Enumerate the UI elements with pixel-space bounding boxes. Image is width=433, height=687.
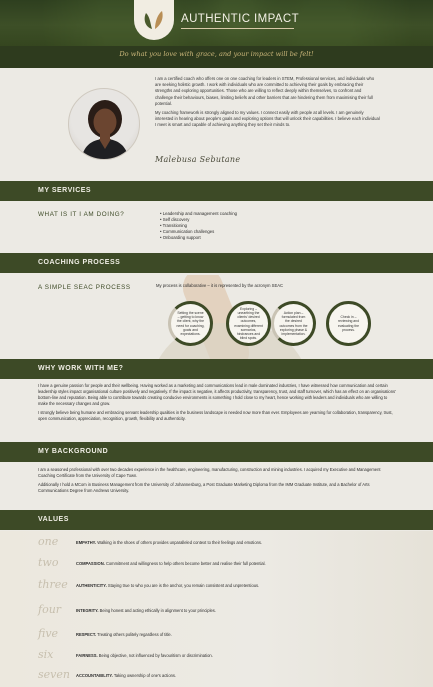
value-name: RESPECT. — [76, 632, 97, 637]
background-paragraph-1: I am a seasoned professional with over two decades experience in the healthcare, engineering, manufacturing, construction and mining industries. I acquired my Executive and Management Coaching Certificate from the University of Cape Town. — [38, 467, 381, 479]
brand-underline — [181, 28, 294, 29]
value-name: INTEGRITY. — [76, 608, 99, 613]
tagline: Do what you love with grace, and your impact will be felt! — [119, 50, 314, 58]
value-number: four — [38, 603, 62, 616]
value-number: one — [38, 535, 59, 548]
value-number: five — [38, 627, 59, 640]
value-description: Commitment and willingness to help others become better and realise their full potential. — [105, 561, 266, 566]
coach-portrait — [68, 88, 140, 160]
list-item: • Onboarding support — [160, 235, 237, 241]
brand-name: AUTHENTIC IMPACT — [181, 13, 299, 25]
values-title: VALUES — [38, 516, 69, 523]
values-list — [0, 531, 433, 687]
list-item: • Communication challenges — [160, 229, 237, 235]
services-list — [160, 211, 237, 241]
seac-step-checkin — [326, 301, 371, 346]
value-name: AUTHENTICITY. — [76, 583, 107, 588]
seac-step-text: Setting the scene – getting to know the client, why the need for coaching, goals and expectations. — [176, 310, 205, 336]
seac-step-action — [271, 301, 316, 346]
why-paragraph-1: I have a genuine passion for people and their wellbeing. Having worked as a marketing and communications lead in male dominated industries, I have witnessed how communication and certain leadership styles impact organisational culture positively and negatively. If the impact is negative, it affects productivity, transparency, trust, and staff turnover, which has an effect on an organisations' bottom-line and reputation. Being able to contribute towards creating conducive environments is something I hold close to my heart, hence working with leaders and individuals who are willing to make the necessary changes and grow. — [38, 383, 396, 407]
why-paragraph-2: I strongly believe being humane and embracing servant leadership qualities in the business landscape is needed now more than ever. Employees are yearning for collaboration, transparency, trust, open communication, appreciation, recognition, growth, flexibility and authenticity. — [38, 410, 393, 422]
value-row-respect — [0, 625, 433, 647]
background-paragraph-2: Additionally I hold a MCom in Business Management from the University of Johannesburg, a Post Graduate Marketing Diploma from the IMM Graduate Institute, and a Bachelor of Arts Communications Degree from Andrews University. — [38, 482, 370, 494]
value-number: two — [38, 556, 59, 569]
seac-step-text: Check in – reviewing and evaluating the process. — [337, 315, 360, 332]
value-row-compassion — [0, 554, 433, 576]
value-description: Being objective, not influenced by favouritism or discrimination. — [98, 653, 213, 658]
value-number: six — [38, 648, 54, 661]
page-header — [0, 0, 433, 46]
seac-step-setting — [168, 301, 213, 346]
value-name: FAIRNESS. — [76, 653, 98, 658]
list-item: • Self discovery — [160, 217, 237, 223]
why-text — [38, 383, 398, 423]
intro-paragraph-2: My coaching framework is strongly aligned to my values. I connect easily with people at all levels. I am genuinely interested in hearing about people's goals and exploring options that will unlock their capabilities. I believe each individual I meet is smart and capable of achieving anything they set their minds to. — [155, 110, 380, 128]
value-description: Treating others politely regardless of title. — [97, 632, 172, 637]
value-description: Staying true to who you are is the anchor, you remain consistent and unpretentious. — [107, 583, 260, 588]
value-row-authenticity — [0, 576, 433, 598]
services-title: MY SERVICES — [38, 187, 92, 194]
value-description: Being honest and acting ethically in alignment to your principles. — [99, 608, 216, 613]
value-row-empathy — [0, 533, 433, 555]
intro-text — [155, 76, 380, 129]
seac-intro: My process is collaborative – it is represented by the acronym SEAC — [156, 283, 284, 288]
why-title: WHY WORK WITH ME? — [38, 365, 124, 372]
seac-step-text: Action plan – formulated from the desired outcomes from the exploring phase & implementation. — [279, 310, 308, 336]
coaching-subtitle: A SIMPLE SEAC PROCESS — [38, 284, 131, 291]
list-item: • Leadership and management coaching — [160, 211, 237, 217]
value-row-fairness — [0, 646, 433, 668]
brand-logo-icon[interactable] — [134, 0, 174, 40]
value-number: seven — [38, 668, 70, 681]
value-description: Walking in the shoes of others provides unparalleled context to their feelings and emotions. — [97, 540, 263, 545]
value-number: three — [38, 578, 68, 591]
value-name: EMPATHY. — [76, 540, 97, 545]
coaching-title: COACHING PROCESS — [38, 259, 121, 266]
seac-step-text: Exploring – unearthing the clients' desired outcomes, examining different scenarios, hindrances and blind spots. — [234, 306, 263, 341]
list-item: • Transitioning — [160, 223, 237, 229]
value-row-accountability — [0, 666, 433, 687]
value-name: ACCOUNTABILITY. — [76, 673, 113, 678]
value-name: COMPASSION. — [76, 561, 105, 566]
seac-step-exploring — [226, 301, 271, 346]
services-subtitle: WHAT IS IT I AM DOING? — [38, 211, 125, 218]
intro-paragraph-1: I am a certified coach who offers one on one coaching for leaders in STEM, Professional services, and individuals who are seeking holistic growth. I work with individuals who are committed to achieving their goals by embracing their strengths and exploring opportunities. Those who are willing to reflect deeply within themselves, to confront and challenge their behaviours, biases, limiting beliefs and other barriers that are hindering them from maximising their full potential. — [155, 76, 375, 106]
signature: Malebusa Sebutane — [155, 155, 241, 164]
value-row-integrity — [0, 601, 433, 623]
background-text — [38, 467, 398, 494]
value-description: Taking ownership of one's actions. — [113, 673, 177, 678]
background-title: MY BACKGROUND — [38, 448, 109, 455]
